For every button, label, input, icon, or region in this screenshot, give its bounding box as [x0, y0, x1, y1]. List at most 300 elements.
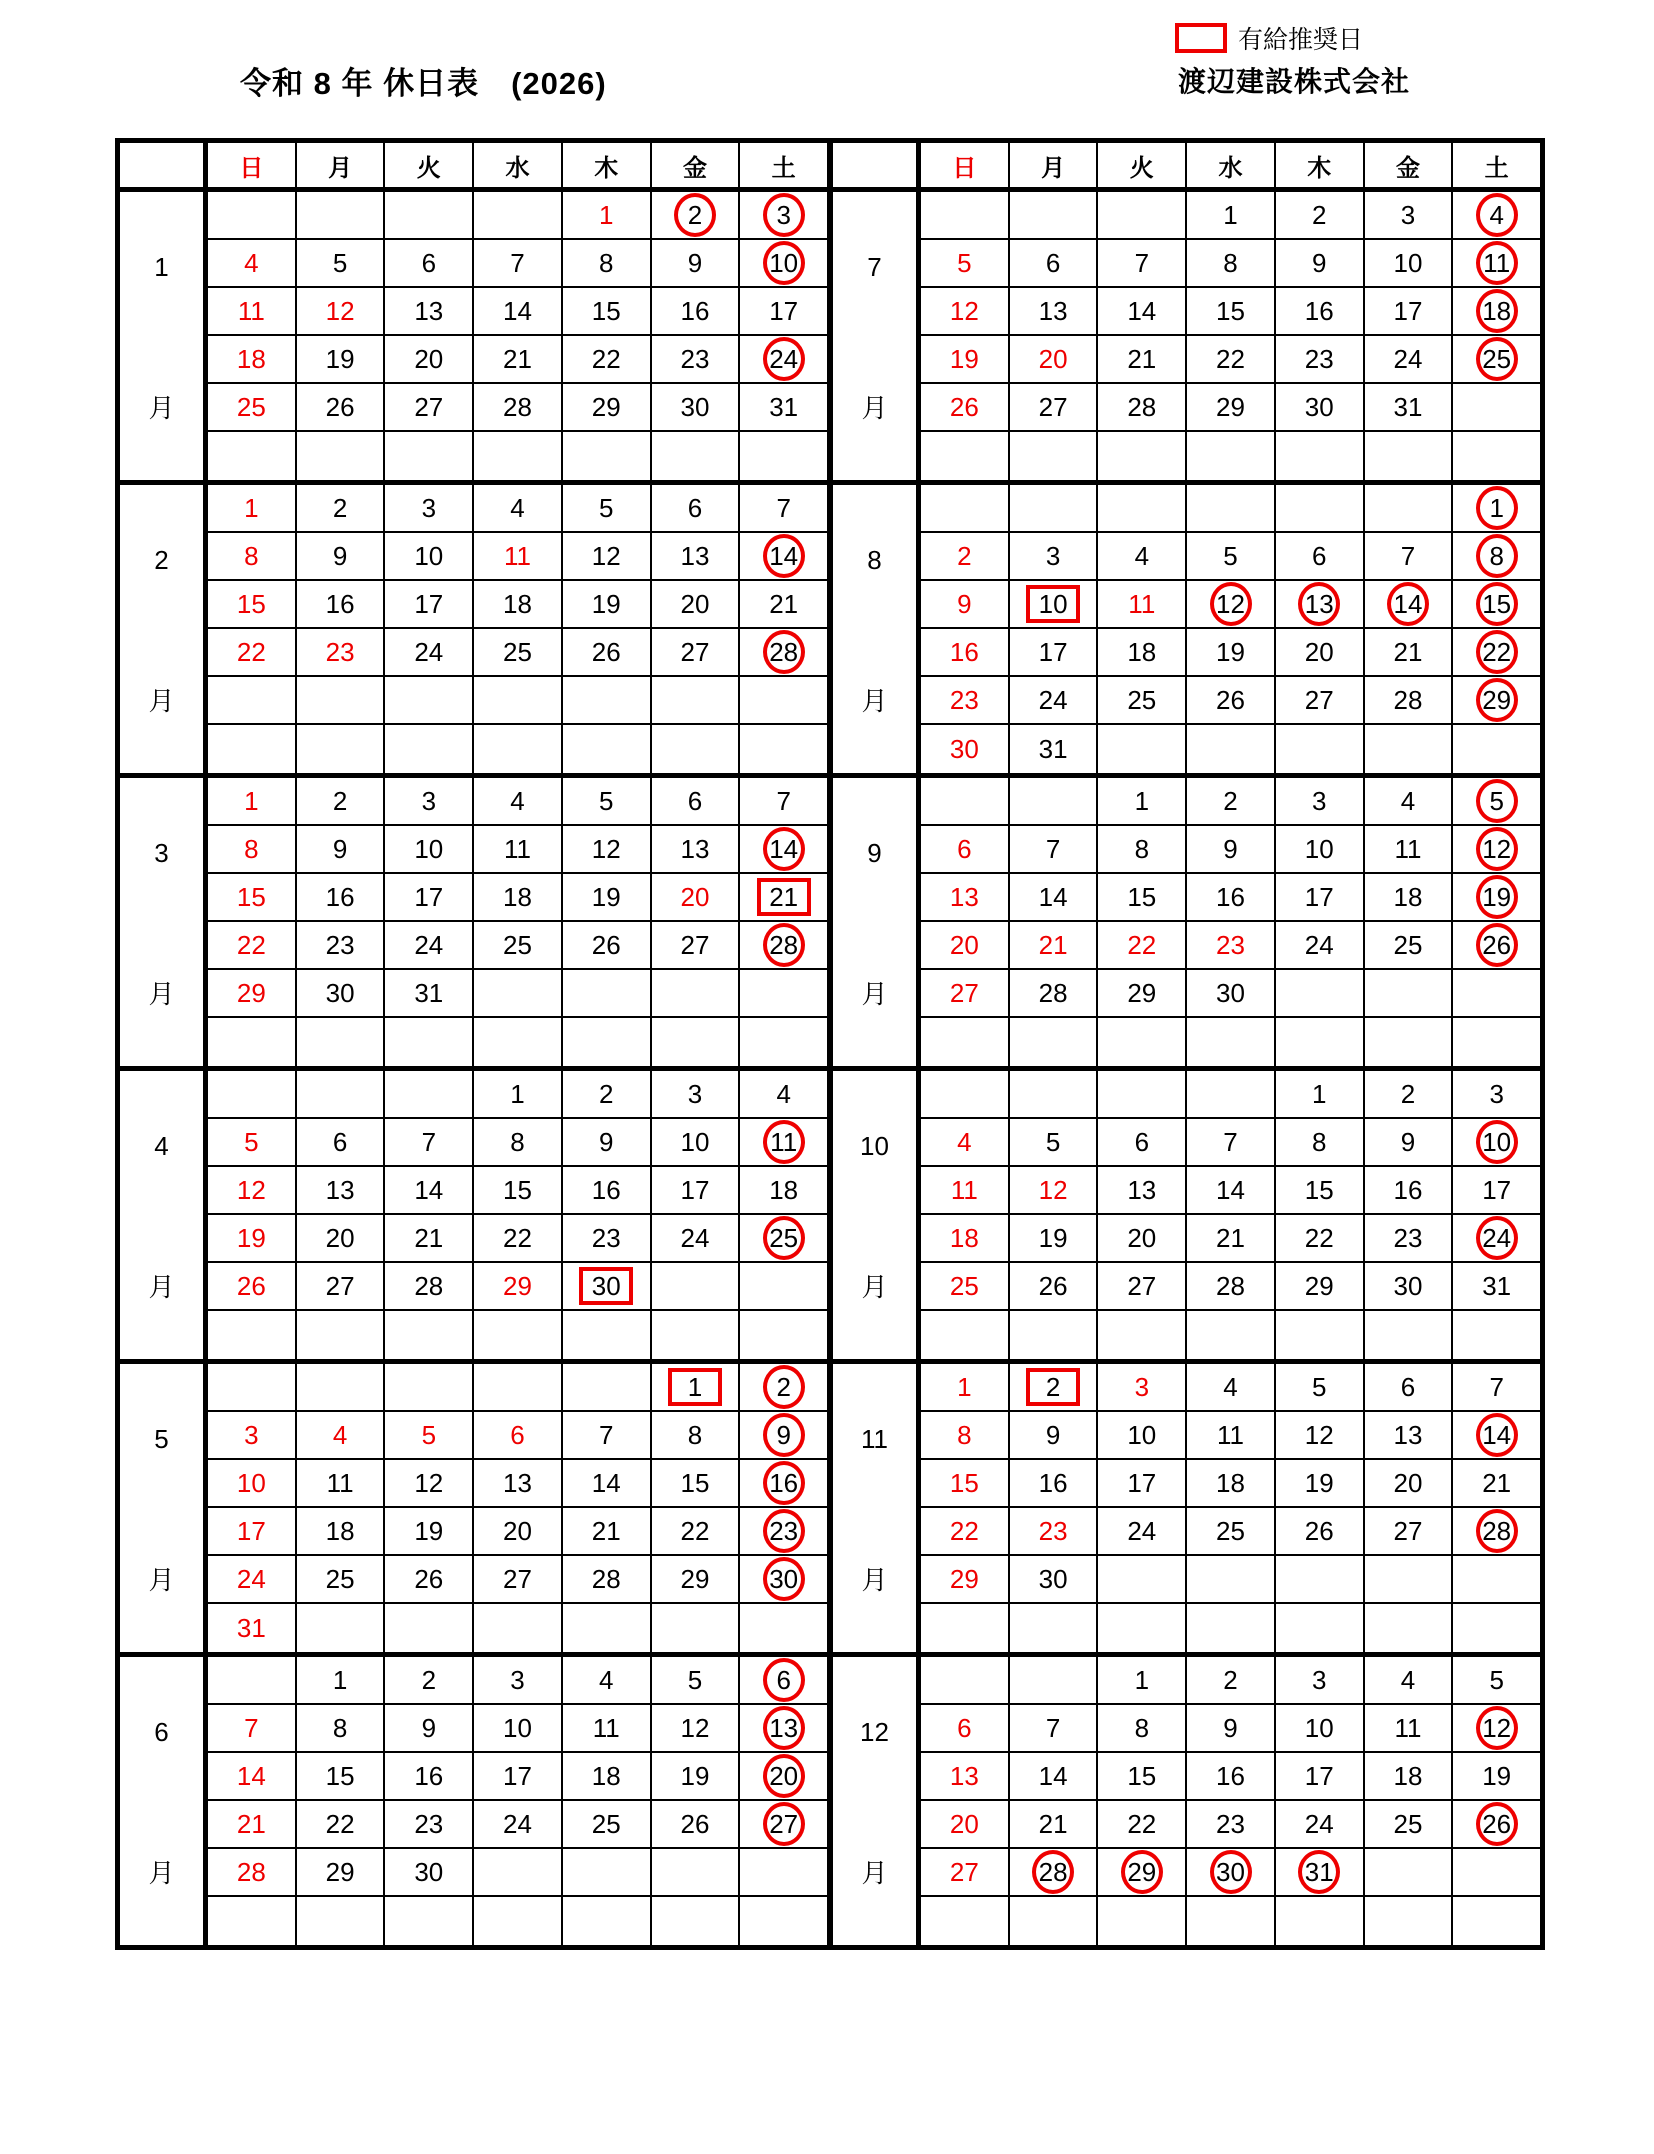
day-cell-3-31[interactable]: [385, 970, 474, 1016]
day-cell-8-25[interactable]: [1098, 677, 1187, 723]
day-cell-6-22[interactable]: [297, 1801, 386, 1847]
day-cell-2-9[interactable]: [297, 533, 386, 579]
day-cell-11-1[interactable]: [921, 1364, 1010, 1410]
day-cell-10-11[interactable]: [921, 1167, 1010, 1213]
day-cell-12-14[interactable]: [1010, 1753, 1099, 1799]
day-cell-4-9[interactable]: [563, 1119, 652, 1165]
day-cell-5-16[interactable]: [740, 1460, 827, 1506]
day-cell-12-10[interactable]: [1276, 1705, 1365, 1751]
day-cell-5-24[interactable]: [208, 1556, 297, 1602]
day-cell-3-4[interactable]: [474, 778, 563, 824]
day-cell-11-28[interactable]: [1453, 1508, 1540, 1554]
day-cell-9-29[interactable]: [1098, 970, 1187, 1016]
day-cell-4-4[interactable]: [740, 1071, 827, 1117]
day-cell-3-27[interactable]: [652, 922, 741, 968]
day-cell-7-21[interactable]: [1098, 336, 1187, 382]
day-cell-3-15[interactable]: [208, 874, 297, 920]
day-cell-6-9[interactable]: [385, 1705, 474, 1751]
day-cell-4-22[interactable]: [474, 1215, 563, 1261]
day-cell-6-20[interactable]: [740, 1753, 827, 1799]
day-cell-12-15[interactable]: [1098, 1753, 1187, 1799]
day-cell-11-4[interactable]: [1187, 1364, 1276, 1410]
day-cell-5-22[interactable]: [652, 1508, 741, 1554]
day-cell-11-27[interactable]: [1365, 1508, 1454, 1554]
day-cell-3-25[interactable]: [474, 922, 563, 968]
day-cell-10-15[interactable]: [1276, 1167, 1365, 1213]
day-cell-5-29[interactable]: [652, 1556, 741, 1602]
day-cell-12-23[interactable]: [1187, 1801, 1276, 1847]
day-cell-9-16[interactable]: [1187, 874, 1276, 920]
day-cell-2-13[interactable]: [652, 533, 741, 579]
day-cell-12-8[interactable]: [1098, 1705, 1187, 1751]
day-cell-8-6[interactable]: [1276, 533, 1365, 579]
day-cell-7-19[interactable]: [921, 336, 1010, 382]
day-cell-3-16[interactable]: [297, 874, 386, 920]
day-cell-1-6[interactable]: [385, 240, 474, 286]
day-cell-3-1[interactable]: [208, 778, 297, 824]
day-cell-3-3[interactable]: [385, 778, 474, 824]
day-cell-9-22[interactable]: [1098, 922, 1187, 968]
day-cell-3-8[interactable]: [208, 826, 297, 872]
day-cell-10-31[interactable]: [1453, 1263, 1540, 1309]
day-cell-11-21[interactable]: [1453, 1460, 1540, 1506]
day-cell-1-11[interactable]: [208, 288, 297, 334]
day-cell-4-17[interactable]: [652, 1167, 741, 1213]
day-cell-3-26[interactable]: [563, 922, 652, 968]
day-cell-9-6[interactable]: [921, 826, 1010, 872]
day-cell-11-9[interactable]: [1010, 1412, 1099, 1458]
day-cell-10-6[interactable]: [1098, 1119, 1187, 1165]
day-cell-11-17[interactable]: [1098, 1460, 1187, 1506]
day-cell-9-3[interactable]: [1276, 778, 1365, 824]
day-cell-6-25[interactable]: [563, 1801, 652, 1847]
day-cell-9-15[interactable]: [1098, 874, 1187, 920]
day-cell-8-23[interactable]: [921, 677, 1010, 723]
day-cell-11-20[interactable]: [1365, 1460, 1454, 1506]
day-cell-6-4[interactable]: [563, 1657, 652, 1703]
day-cell-1-24[interactable]: [740, 336, 827, 382]
day-cell-5-13[interactable]: [474, 1460, 563, 1506]
day-cell-1-30[interactable]: [652, 384, 741, 430]
day-cell-1-22[interactable]: [563, 336, 652, 382]
day-cell-2-16[interactable]: [297, 581, 386, 627]
day-cell-3-22[interactable]: [208, 922, 297, 968]
day-cell-1-12[interactable]: [297, 288, 386, 334]
day-cell-5-20[interactable]: [474, 1508, 563, 1554]
day-cell-6-23[interactable]: [385, 1801, 474, 1847]
day-cell-5-23[interactable]: [740, 1508, 827, 1554]
day-cell-8-20[interactable]: [1276, 629, 1365, 675]
day-cell-6-18[interactable]: [563, 1753, 652, 1799]
day-cell-6-1[interactable]: [297, 1657, 386, 1703]
day-cell-5-27[interactable]: [474, 1556, 563, 1602]
day-cell-12-31[interactable]: [1276, 1849, 1365, 1895]
day-cell-9-14[interactable]: [1010, 874, 1099, 920]
day-cell-1-19[interactable]: [297, 336, 386, 382]
day-cell-10-22[interactable]: [1276, 1215, 1365, 1261]
day-cell-7-4[interactable]: [1453, 192, 1540, 238]
day-cell-4-13[interactable]: [297, 1167, 386, 1213]
day-cell-10-7[interactable]: [1187, 1119, 1276, 1165]
day-cell-11-5[interactable]: [1276, 1364, 1365, 1410]
day-cell-1-23[interactable]: [652, 336, 741, 382]
day-cell-12-11[interactable]: [1365, 1705, 1454, 1751]
day-cell-11-8[interactable]: [921, 1412, 1010, 1458]
day-cell-1-28[interactable]: [474, 384, 563, 430]
day-cell-10-16[interactable]: [1365, 1167, 1454, 1213]
day-cell-10-25[interactable]: [921, 1263, 1010, 1309]
day-cell-10-26[interactable]: [1010, 1263, 1099, 1309]
day-cell-5-7[interactable]: [563, 1412, 652, 1458]
day-cell-1-15[interactable]: [563, 288, 652, 334]
day-cell-8-18[interactable]: [1098, 629, 1187, 675]
day-cell-4-16[interactable]: [563, 1167, 652, 1213]
day-cell-7-3[interactable]: [1365, 192, 1454, 238]
day-cell-9-11[interactable]: [1365, 826, 1454, 872]
day-cell-2-21[interactable]: [740, 581, 827, 627]
day-cell-7-31[interactable]: [1365, 384, 1454, 430]
day-cell-1-16[interactable]: [652, 288, 741, 334]
day-cell-8-7[interactable]: [1365, 533, 1454, 579]
day-cell-6-14[interactable]: [208, 1753, 297, 1799]
day-cell-12-3[interactable]: [1276, 1657, 1365, 1703]
day-cell-4-7[interactable]: [385, 1119, 474, 1165]
day-cell-8-13[interactable]: [1276, 581, 1365, 627]
day-cell-1-1[interactable]: [563, 192, 652, 238]
day-cell-4-11[interactable]: [740, 1119, 827, 1165]
day-cell-8-2[interactable]: [921, 533, 1010, 579]
day-cell-5-15[interactable]: [652, 1460, 741, 1506]
day-cell-6-3[interactable]: [474, 1657, 563, 1703]
day-cell-3-28[interactable]: [740, 922, 827, 968]
day-cell-8-3[interactable]: [1010, 533, 1099, 579]
day-cell-5-10[interactable]: [208, 1460, 297, 1506]
day-cell-4-19[interactable]: [208, 1215, 297, 1261]
day-cell-8-27[interactable]: [1276, 677, 1365, 723]
day-cell-7-23[interactable]: [1276, 336, 1365, 382]
day-cell-7-20[interactable]: [1010, 336, 1099, 382]
day-cell-10-17[interactable]: [1453, 1167, 1540, 1213]
day-cell-6-15[interactable]: [297, 1753, 386, 1799]
day-cell-1-18[interactable]: [208, 336, 297, 382]
day-cell-3-20[interactable]: [652, 874, 741, 920]
day-cell-8-9[interactable]: [921, 581, 1010, 627]
day-cell-2-8[interactable]: [208, 533, 297, 579]
day-cell-9-27[interactable]: [921, 970, 1010, 1016]
day-cell-5-19[interactable]: [385, 1508, 474, 1554]
day-cell-2-27[interactable]: [652, 629, 741, 675]
day-cell-9-28[interactable]: [1010, 970, 1099, 1016]
day-cell-6-10[interactable]: [474, 1705, 563, 1751]
day-cell-4-6[interactable]: [297, 1119, 386, 1165]
day-cell-7-2[interactable]: [1276, 192, 1365, 238]
day-cell-2-1[interactable]: [208, 485, 297, 531]
day-cell-11-19[interactable]: [1276, 1460, 1365, 1506]
day-cell-12-21[interactable]: [1010, 1801, 1099, 1847]
day-cell-2-25[interactable]: [474, 629, 563, 675]
day-cell-12-19[interactable]: [1453, 1753, 1540, 1799]
day-cell-7-17[interactable]: [1365, 288, 1454, 334]
day-cell-10-27[interactable]: [1098, 1263, 1187, 1309]
day-cell-1-10[interactable]: [740, 240, 827, 286]
day-cell-3-18[interactable]: [474, 874, 563, 920]
day-cell-10-14[interactable]: [1187, 1167, 1276, 1213]
day-cell-4-27[interactable]: [297, 1263, 386, 1309]
day-cell-7-24[interactable]: [1365, 336, 1454, 382]
day-cell-9-18[interactable]: [1365, 874, 1454, 920]
day-cell-12-22[interactable]: [1098, 1801, 1187, 1847]
day-cell-2-12[interactable]: [563, 533, 652, 579]
day-cell-8-17[interactable]: [1010, 629, 1099, 675]
day-cell-4-29[interactable]: [474, 1263, 563, 1309]
day-cell-10-12[interactable]: [1010, 1167, 1099, 1213]
day-cell-5-25[interactable]: [297, 1556, 386, 1602]
day-cell-4-20[interactable]: [297, 1215, 386, 1261]
day-cell-12-28[interactable]: [1010, 1849, 1099, 1895]
day-cell-10-23[interactable]: [1365, 1215, 1454, 1261]
day-cell-12-13[interactable]: [921, 1753, 1010, 1799]
day-cell-8-15[interactable]: [1453, 581, 1540, 627]
day-cell-3-30[interactable]: [297, 970, 386, 1016]
day-cell-2-4[interactable]: [474, 485, 563, 531]
day-cell-2-26[interactable]: [563, 629, 652, 675]
day-cell-8-4[interactable]: [1098, 533, 1187, 579]
day-cell-8-5[interactable]: [1187, 533, 1276, 579]
day-cell-4-30[interactable]: [563, 1263, 652, 1309]
day-cell-7-28[interactable]: [1098, 384, 1187, 430]
day-cell-8-19[interactable]: [1187, 629, 1276, 675]
day-cell-11-29[interactable]: [921, 1556, 1010, 1602]
day-cell-11-11[interactable]: [1187, 1412, 1276, 1458]
day-cell-8-24[interactable]: [1010, 677, 1099, 723]
day-cell-9-12[interactable]: [1453, 826, 1540, 872]
day-cell-12-29[interactable]: [1098, 1849, 1187, 1895]
day-cell-7-8[interactable]: [1187, 240, 1276, 286]
day-cell-4-8[interactable]: [474, 1119, 563, 1165]
day-cell-5-2[interactable]: [740, 1364, 827, 1410]
day-cell-1-5[interactable]: [297, 240, 386, 286]
day-cell-12-12[interactable]: [1453, 1705, 1540, 1751]
day-cell-4-15[interactable]: [474, 1167, 563, 1213]
day-cell-2-20[interactable]: [652, 581, 741, 627]
day-cell-6-19[interactable]: [652, 1753, 741, 1799]
day-cell-9-1[interactable]: [1098, 778, 1187, 824]
day-cell-3-2[interactable]: [297, 778, 386, 824]
day-cell-1-17[interactable]: [740, 288, 827, 334]
day-cell-7-13[interactable]: [1010, 288, 1099, 334]
day-cell-9-7[interactable]: [1010, 826, 1099, 872]
day-cell-2-6[interactable]: [652, 485, 741, 531]
day-cell-6-8[interactable]: [297, 1705, 386, 1751]
day-cell-5-17[interactable]: [208, 1508, 297, 1554]
day-cell-6-24[interactable]: [474, 1801, 563, 1847]
day-cell-11-7[interactable]: [1453, 1364, 1540, 1410]
day-cell-4-25[interactable]: [740, 1215, 827, 1261]
day-cell-3-17[interactable]: [385, 874, 474, 920]
day-cell-12-16[interactable]: [1187, 1753, 1276, 1799]
day-cell-4-1[interactable]: [474, 1071, 563, 1117]
day-cell-10-28[interactable]: [1187, 1263, 1276, 1309]
day-cell-3-23[interactable]: [297, 922, 386, 968]
day-cell-1-29[interactable]: [563, 384, 652, 430]
day-cell-8-29[interactable]: [1453, 677, 1540, 723]
day-cell-8-1[interactable]: [1453, 485, 1540, 531]
day-cell-4-5[interactable]: [208, 1119, 297, 1165]
day-cell-5-8[interactable]: [652, 1412, 741, 1458]
day-cell-7-7[interactable]: [1098, 240, 1187, 286]
day-cell-4-23[interactable]: [563, 1215, 652, 1261]
day-cell-7-14[interactable]: [1098, 288, 1187, 334]
day-cell-1-20[interactable]: [385, 336, 474, 382]
day-cell-10-24[interactable]: [1453, 1215, 1540, 1261]
day-cell-6-6[interactable]: [740, 1657, 827, 1703]
day-cell-12-20[interactable]: [921, 1801, 1010, 1847]
day-cell-8-22[interactable]: [1453, 629, 1540, 675]
day-cell-11-25[interactable]: [1187, 1508, 1276, 1554]
day-cell-12-2[interactable]: [1187, 1657, 1276, 1703]
day-cell-1-8[interactable]: [563, 240, 652, 286]
day-cell-8-30[interactable]: [921, 725, 1010, 773]
day-cell-6-17[interactable]: [474, 1753, 563, 1799]
day-cell-6-2[interactable]: [385, 1657, 474, 1703]
day-cell-5-6[interactable]: [474, 1412, 563, 1458]
day-cell-10-9[interactable]: [1365, 1119, 1454, 1165]
day-cell-12-7[interactable]: [1010, 1705, 1099, 1751]
day-cell-11-14[interactable]: [1453, 1412, 1540, 1458]
day-cell-12-24[interactable]: [1276, 1801, 1365, 1847]
day-cell-5-28[interactable]: [563, 1556, 652, 1602]
day-cell-10-21[interactable]: [1187, 1215, 1276, 1261]
day-cell-9-17[interactable]: [1276, 874, 1365, 920]
day-cell-7-11[interactable]: [1453, 240, 1540, 286]
day-cell-7-22[interactable]: [1187, 336, 1276, 382]
day-cell-12-1[interactable]: [1098, 1657, 1187, 1703]
day-cell-5-26[interactable]: [385, 1556, 474, 1602]
day-cell-9-21[interactable]: [1010, 922, 1099, 968]
day-cell-2-19[interactable]: [563, 581, 652, 627]
day-cell-3-19[interactable]: [563, 874, 652, 920]
day-cell-7-6[interactable]: [1010, 240, 1099, 286]
day-cell-3-29[interactable]: [208, 970, 297, 1016]
day-cell-10-29[interactable]: [1276, 1263, 1365, 1309]
day-cell-5-9[interactable]: [740, 1412, 827, 1458]
day-cell-6-28[interactable]: [208, 1849, 297, 1895]
day-cell-3-13[interactable]: [652, 826, 741, 872]
day-cell-4-14[interactable]: [385, 1167, 474, 1213]
day-cell-2-15[interactable]: [208, 581, 297, 627]
day-cell-3-21[interactable]: [740, 874, 827, 920]
day-cell-6-11[interactable]: [563, 1705, 652, 1751]
day-cell-5-18[interactable]: [297, 1508, 386, 1554]
day-cell-11-26[interactable]: [1276, 1508, 1365, 1554]
day-cell-12-26[interactable]: [1453, 1801, 1540, 1847]
day-cell-6-13[interactable]: [740, 1705, 827, 1751]
day-cell-8-21[interactable]: [1365, 629, 1454, 675]
day-cell-7-30[interactable]: [1276, 384, 1365, 430]
day-cell-4-18[interactable]: [740, 1167, 827, 1213]
day-cell-12-27[interactable]: [921, 1849, 1010, 1895]
day-cell-6-12[interactable]: [652, 1705, 741, 1751]
day-cell-7-16[interactable]: [1276, 288, 1365, 334]
day-cell-2-14[interactable]: [740, 533, 827, 579]
day-cell-7-25[interactable]: [1453, 336, 1540, 382]
day-cell-6-7[interactable]: [208, 1705, 297, 1751]
day-cell-5-5[interactable]: [385, 1412, 474, 1458]
day-cell-8-28[interactable]: [1365, 677, 1454, 723]
day-cell-11-16[interactable]: [1010, 1460, 1099, 1506]
day-cell-2-7[interactable]: [740, 485, 827, 531]
day-cell-2-11[interactable]: [474, 533, 563, 579]
day-cell-12-6[interactable]: [921, 1705, 1010, 1751]
day-cell-5-30[interactable]: [740, 1556, 827, 1602]
day-cell-10-4[interactable]: [921, 1119, 1010, 1165]
day-cell-1-3[interactable]: [740, 192, 827, 238]
day-cell-9-2[interactable]: [1187, 778, 1276, 824]
day-cell-11-10[interactable]: [1098, 1412, 1187, 1458]
day-cell-11-30[interactable]: [1010, 1556, 1099, 1602]
day-cell-10-20[interactable]: [1098, 1215, 1187, 1261]
day-cell-4-2[interactable]: [563, 1071, 652, 1117]
day-cell-2-5[interactable]: [563, 485, 652, 531]
day-cell-1-13[interactable]: [385, 288, 474, 334]
day-cell-8-16[interactable]: [921, 629, 1010, 675]
day-cell-10-19[interactable]: [1010, 1215, 1099, 1261]
day-cell-9-10[interactable]: [1276, 826, 1365, 872]
day-cell-3-6[interactable]: [652, 778, 741, 824]
day-cell-7-15[interactable]: [1187, 288, 1276, 334]
day-cell-10-2[interactable]: [1365, 1071, 1454, 1117]
day-cell-10-10[interactable]: [1453, 1119, 1540, 1165]
day-cell-11-12[interactable]: [1276, 1412, 1365, 1458]
day-cell-3-24[interactable]: [385, 922, 474, 968]
day-cell-2-24[interactable]: [385, 629, 474, 675]
day-cell-12-9[interactable]: [1187, 1705, 1276, 1751]
day-cell-3-7[interactable]: [740, 778, 827, 824]
day-cell-10-3[interactable]: [1453, 1071, 1540, 1117]
day-cell-5-14[interactable]: [563, 1460, 652, 1506]
day-cell-7-26[interactable]: [921, 384, 1010, 430]
day-cell-10-5[interactable]: [1010, 1119, 1099, 1165]
day-cell-1-7[interactable]: [474, 240, 563, 286]
day-cell-1-27[interactable]: [385, 384, 474, 430]
day-cell-7-9[interactable]: [1276, 240, 1365, 286]
day-cell-2-2[interactable]: [297, 485, 386, 531]
day-cell-11-22[interactable]: [921, 1508, 1010, 1554]
day-cell-4-26[interactable]: [208, 1263, 297, 1309]
day-cell-6-29[interactable]: [297, 1849, 386, 1895]
day-cell-11-15[interactable]: [921, 1460, 1010, 1506]
day-cell-6-21[interactable]: [208, 1801, 297, 1847]
day-cell-5-11[interactable]: [297, 1460, 386, 1506]
day-cell-3-5[interactable]: [563, 778, 652, 824]
day-cell-11-18[interactable]: [1187, 1460, 1276, 1506]
day-cell-11-13[interactable]: [1365, 1412, 1454, 1458]
day-cell-10-1[interactable]: [1276, 1071, 1365, 1117]
day-cell-8-11[interactable]: [1098, 581, 1187, 627]
day-cell-1-14[interactable]: [474, 288, 563, 334]
day-cell-4-10[interactable]: [652, 1119, 741, 1165]
day-cell-3-12[interactable]: [563, 826, 652, 872]
day-cell-9-4[interactable]: [1365, 778, 1454, 824]
day-cell-5-3[interactable]: [208, 1412, 297, 1458]
day-cell-1-25[interactable]: [208, 384, 297, 430]
day-cell-8-8[interactable]: [1453, 533, 1540, 579]
day-cell-5-12[interactable]: [385, 1460, 474, 1506]
day-cell-3-14[interactable]: [740, 826, 827, 872]
day-cell-12-17[interactable]: [1276, 1753, 1365, 1799]
day-cell-3-11[interactable]: [474, 826, 563, 872]
day-cell-11-6[interactable]: [1365, 1364, 1454, 1410]
